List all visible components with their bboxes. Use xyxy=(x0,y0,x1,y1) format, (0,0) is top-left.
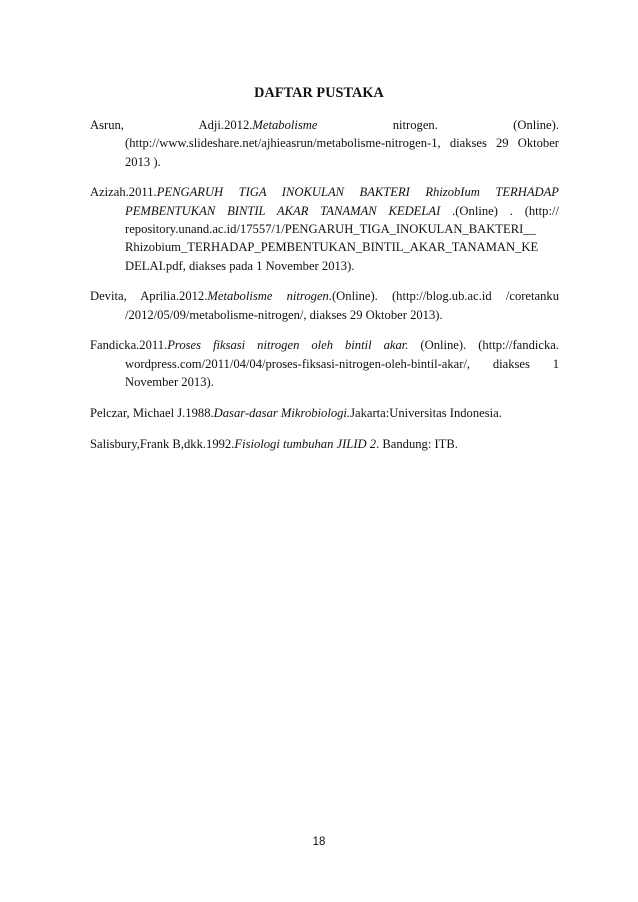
reference-title: Metabolisme nitrogen. xyxy=(207,289,332,304)
reference-fandicka xyxy=(90,336,559,391)
reference-pelczar xyxy=(90,404,559,422)
page-title: DAFTAR PUSTAKA xyxy=(254,85,384,101)
reference-source: Jakarta:Universitas Indonesia. xyxy=(350,405,502,420)
reference-author-year: Devita, Aprilia.2012. xyxy=(90,289,208,304)
reference-source: (Online). (http://blog.ub.ac.id /coretanku /2012/05/09/metabolisme-nitrogen/, diakses 29 Oktober 2013). xyxy=(125,289,560,322)
reference-list xyxy=(90,116,559,465)
reference-title: Metabolisme xyxy=(252,118,318,132)
reference-asrun xyxy=(90,116,559,171)
reference-title: PENGARUH TIGA INOKULAN BAKTERI RhizobIum TERHADAP PEMBENTUKAN BINTIL AKAR TANAMAN KEDELAI xyxy=(125,185,559,218)
reference-author-year: Salisbury,Frank B,dkk.1992. xyxy=(90,436,235,451)
reference-source: .(Online) . (http:// repository.unand.ac.id/17557/1/PENGARUH_TIGA_INOKULAN_BAKTERI__ Rhizobium_TERHADAP_PEMBENTUKAN_BINTIL_AKAR_TANAMAN_KE DELAI.pdf, diakses pada 1 November 2013). xyxy=(125,203,559,273)
reference-author-year: Pelczar, Michael J.1988. xyxy=(90,405,214,420)
reference-devita xyxy=(90,287,559,324)
reference-title: Proses fiksasi nitrogen oleh bintil akar. xyxy=(167,338,409,353)
reference-title: Fisiologi tumbuhan JILID 2 xyxy=(234,436,377,451)
reference-source: (Online). (http://fandicka. wordpress.com/2011/04/04/proses-fiksasi-nitrogen-oleh-bintil-akar/, diakses 1 November 2013). xyxy=(125,338,559,390)
reference-salisbury xyxy=(90,435,559,453)
reference-author-year: Azizah.2011. xyxy=(90,185,157,200)
reference-author-year: Asrun, Adji.2012. xyxy=(90,118,253,132)
reference-source: nitrogen. (Online).(http://www.slideshare.net/ajhieasrun/metabolisme-nitrogen-1, diakses 29 Oktober 2013 ). xyxy=(125,118,559,169)
reference-azizah xyxy=(90,183,559,274)
page-number: 18 xyxy=(312,836,326,848)
reference-title: Dasar-dasar Mikrobiologi. xyxy=(213,405,351,420)
reference-source: . Bandung: ITB. xyxy=(376,436,458,451)
reference-author-year: Fandicka.2011. xyxy=(90,338,168,353)
